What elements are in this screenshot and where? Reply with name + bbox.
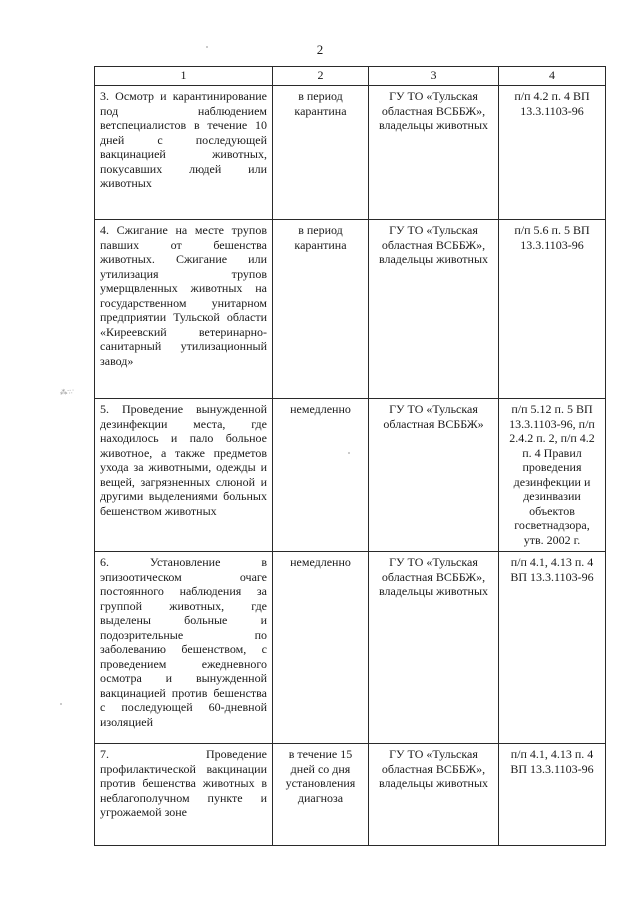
column-header-2: 2 [273, 67, 369, 86]
measures-table [94, 66, 606, 846]
scan-mark: ⁂∴∵ [59, 387, 74, 397]
measure-cell: 7. Проведение профилактической вакцинации против бешенства животных в неблагополучном пункте и угрожаемой зоне [95, 744, 273, 846]
responsible-cell: ГУ ТО «Тульская областная ВСББЖ», владельцы животных [369, 86, 499, 220]
measure-cell: 5. Проведение вынужденной дезинфекции места, где находилось и пало больное животное, а также предметов ухода за животными, одежды и вещей, загрязненных слюной и другими выделениями больных бешенством животных [95, 399, 273, 552]
table-row [95, 86, 606, 220]
reference-cell: п/п 4.2 п. 4 ВП 13.3.1103-96 [499, 86, 606, 220]
scan-speck [206, 46, 208, 48]
table-row [95, 220, 606, 399]
column-header-4: 4 [499, 67, 606, 86]
table-row [95, 744, 606, 846]
reference-cell: п/п 5.12 п. 5 ВП 13.3.1103-96, п/п 2.4.2 п. 2, п/п 4.2 п. 4 Правил проведения дезинфекции и дезинвазии объектов госветнадзора, утв. 2002 г. [499, 399, 606, 552]
reference-cell: п/п 4.1, 4.13 п. 4 ВП 13.3.1103-96 [499, 552, 606, 744]
responsible-cell: ГУ ТО «Тульская областная ВСББЖ» [369, 399, 499, 552]
table-row [95, 399, 606, 552]
responsible-cell: ГУ ТО «Тульская областная ВСББЖ», владельцы животных [369, 552, 499, 744]
measure-cell: 6. Установление в эпизоотическом очаге постоянного наблюдения за группой животных, где выделены больные и подозрительные по заболеванию бешенством, с проведением ежедневного осмотра и вынужденной вакцинацией против бешенства с последующей 60-дневной изоляцией [95, 552, 273, 744]
timing-cell: немедленно [273, 399, 369, 552]
page-number: 2 [316, 42, 324, 57]
column-header-1: 1 [95, 67, 273, 86]
responsible-cell: ГУ ТО «Тульская областная ВСББЖ», владельцы животных [369, 220, 499, 399]
timing-cell: в период карантина [273, 220, 369, 399]
measure-cell: 3. Осмотр и карантинирование под наблюдением ветспециалистов в течение 10 дней с последующей вакцинацией животных, покусавших людей или животных [95, 86, 273, 220]
responsible-cell: ГУ ТО «Тульская областная ВСББЖ», владельцы животных [369, 744, 499, 846]
measure-cell: 4. Сжигание на месте трупов павших от бешенства животных. Сжигание или утилизация трупов умерщвленных животных на государственном унитарном предприятии Тульской области «Киреевский ветеринарно-санитарный утилизационный завод» [95, 220, 273, 399]
timing-cell: немедленно [273, 552, 369, 744]
table-row [95, 552, 606, 744]
scan-speck [348, 452, 350, 454]
reference-cell: п/п 5.6 п. 5 ВП 13.3.1103-96 [499, 220, 606, 399]
timing-cell: в период карантина [273, 86, 369, 220]
table-header-row [95, 67, 606, 86]
reference-cell: п/п 4.1, 4.13 п. 4 ВП 13.3.1103-96 [499, 744, 606, 846]
scan-speck [60, 703, 62, 705]
timing-cell: в течение 15 дней со дня установления диагноза [273, 744, 369, 846]
column-header-3: 3 [369, 67, 499, 86]
